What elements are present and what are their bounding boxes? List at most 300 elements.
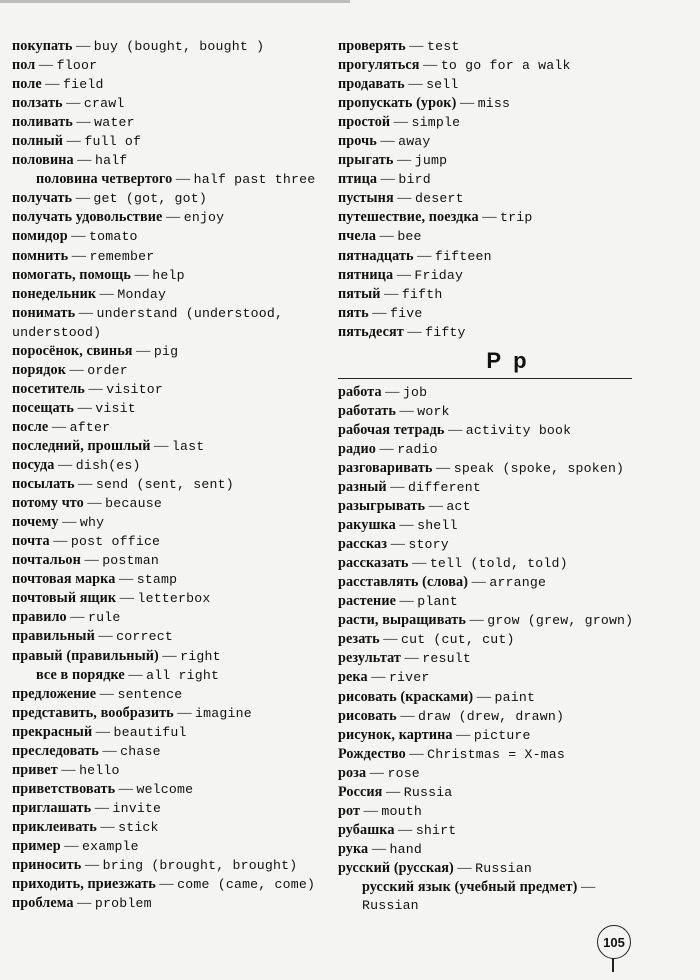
- separator-dash: —: [371, 669, 386, 686]
- headword: птица: [338, 171, 378, 188]
- translation: paint: [494, 689, 536, 705]
- headword: привет: [12, 761, 58, 778]
- translation: buy (bought, bought ): [93, 39, 265, 54]
- translation: welcome: [136, 781, 194, 797]
- translation: activity book: [465, 422, 572, 438]
- dictionary-entry: [12, 704, 330, 723]
- separator-dash: —: [371, 840, 386, 857]
- separator-dash: —: [409, 38, 424, 54]
- headword: правильный: [12, 628, 95, 645]
- translation: bring (brought, brought): [102, 858, 298, 874]
- translation: tomato: [88, 229, 138, 245]
- dictionary-entry: [338, 189, 638, 208]
- translation: stamp: [136, 572, 178, 588]
- translation: rose: [387, 765, 420, 781]
- separator-dash: —: [390, 478, 405, 495]
- separator-dash: —: [99, 685, 114, 702]
- translation: act: [446, 499, 471, 515]
- headword: пятнадцать: [338, 247, 414, 264]
- headword: почтальон: [12, 552, 81, 569]
- translation: correct: [116, 629, 173, 645]
- translation: after: [69, 419, 111, 435]
- dictionary-entry: [12, 208, 330, 227]
- headword: пятый: [338, 285, 381, 302]
- headword: прыгать: [338, 152, 394, 169]
- translation: grow (grew, grown): [487, 613, 634, 629]
- dictionary-entry: [12, 266, 330, 285]
- page-number-tail: [612, 958, 614, 972]
- separator-dash: —: [397, 152, 412, 169]
- translation: visitor: [106, 381, 163, 397]
- headword: после: [12, 418, 49, 435]
- separator-dash: —: [94, 799, 109, 816]
- dictionary-entry: [12, 837, 330, 856]
- dictionary-entry: [338, 592, 638, 611]
- separator-dash: —: [399, 593, 414, 610]
- dictionary-entry: [338, 75, 638, 94]
- headword: продавать: [338, 76, 405, 93]
- separator-dash: —: [78, 476, 93, 493]
- separator-dash: —: [390, 536, 405, 553]
- translation: visit: [95, 400, 136, 416]
- headword: Рождество: [338, 745, 406, 762]
- separator-dash: —: [102, 742, 117, 759]
- translation: come (came, come): [177, 877, 316, 893]
- translation: Christmas = X-mas: [427, 746, 566, 762]
- separator-dash: —: [396, 266, 411, 283]
- translation: story: [408, 537, 449, 553]
- separator-dash: —: [412, 555, 427, 572]
- dictionary-entry: [12, 818, 330, 837]
- headword: пятница: [338, 266, 394, 283]
- headword: правый (правильный): [12, 647, 159, 664]
- headword: почтовый ящик: [12, 590, 117, 607]
- translation: five: [390, 305, 423, 321]
- separator-dash: —: [159, 876, 174, 893]
- dictionary-entry: [12, 361, 330, 380]
- dictionary-entry: [338, 285, 638, 304]
- translation: draw (drew, drawn): [418, 708, 565, 724]
- headword: приклеивать: [12, 818, 97, 835]
- translation: understand (understood, understood): [12, 305, 284, 340]
- translation: arrange: [489, 575, 547, 591]
- right-entries-top: [338, 37, 638, 342]
- separator-dash: —: [428, 498, 443, 515]
- dictionary-entry: [12, 780, 330, 799]
- separator-dash: —: [84, 552, 99, 569]
- separator-dash: —: [417, 247, 432, 264]
- dictionary-entry: [338, 94, 638, 113]
- separator-dash: —: [62, 514, 77, 531]
- page-number-badge: [597, 925, 631, 959]
- headword: половина четвертого: [36, 171, 173, 188]
- separator-dash: —: [162, 647, 177, 664]
- headword: пол: [12, 57, 36, 74]
- dictionary-entry: [338, 573, 638, 592]
- headword: проверять: [338, 38, 406, 54]
- headword: рисовать: [338, 707, 397, 724]
- translation: pig: [153, 343, 179, 359]
- headword: поливать: [12, 114, 73, 131]
- headword: понимать: [12, 304, 76, 321]
- separator-dash: —: [398, 821, 413, 838]
- headword: поросёнок, свинья: [12, 342, 133, 359]
- translation: test: [426, 39, 460, 54]
- headword: простой: [338, 114, 391, 131]
- separator-dash: —: [77, 895, 92, 912]
- dictionary-entry: [12, 189, 330, 208]
- dictionary-entry: [338, 151, 638, 170]
- left-column: [12, 37, 330, 913]
- dictionary-entry: [12, 437, 330, 456]
- translation: full of: [84, 134, 142, 150]
- headword: пять: [338, 304, 369, 321]
- translation: enjoy: [183, 210, 225, 226]
- separator-dash: —: [408, 76, 423, 93]
- dictionary-entry: [338, 668, 638, 687]
- section-divider: [338, 378, 632, 379]
- translation: imagine: [195, 705, 252, 721]
- separator-dash: —: [363, 802, 378, 819]
- translation: postman: [102, 553, 159, 569]
- headword: почему: [12, 514, 59, 531]
- dictionary-entry: [12, 494, 330, 513]
- separator-dash: —: [154, 437, 169, 454]
- dictionary-entry: [12, 627, 330, 646]
- separator-dash: —: [469, 612, 484, 629]
- headword: преследовать: [12, 742, 99, 759]
- headword: почта: [12, 533, 50, 550]
- separator-dash: —: [77, 399, 92, 416]
- dictionary-entry: [338, 421, 638, 440]
- translation: send (sent, sent): [95, 477, 234, 493]
- translation: invite: [112, 800, 162, 816]
- headword: роза: [338, 764, 367, 781]
- separator-dash: —: [456, 726, 471, 743]
- headword: почтовая марка: [12, 571, 116, 588]
- separator-dash: —: [165, 209, 181, 226]
- translation: last: [171, 438, 205, 454]
- dictionary-entry: [338, 37, 638, 56]
- headword: пчела: [338, 228, 377, 245]
- translation: cut (cut, cut): [400, 632, 515, 648]
- translation: stick: [118, 819, 159, 835]
- dictionary-entry: [12, 399, 330, 418]
- translation: remember: [89, 248, 155, 264]
- dictionary-entry: [12, 799, 330, 818]
- translation: speak (spoke, spoken): [453, 460, 625, 476]
- dictionary-entry: [338, 266, 638, 285]
- translation: Russian: [362, 898, 419, 914]
- dictionary-subentry: [12, 170, 330, 189]
- separator-dash: —: [580, 878, 596, 895]
- translation: work: [417, 403, 450, 419]
- dictionary-entry: [12, 532, 330, 551]
- dictionary-entry: [338, 170, 638, 189]
- headword: прекрасный: [12, 723, 93, 740]
- dictionary-entry: [12, 742, 330, 761]
- dictionary-entry: [12, 608, 330, 627]
- headword: разный: [338, 478, 387, 495]
- dictionary-entry: [338, 323, 638, 342]
- dictionary-entry: [12, 647, 330, 666]
- dictionary-entry: [12, 151, 330, 170]
- separator-dash: —: [423, 57, 438, 74]
- dictionary-entry: [338, 402, 638, 421]
- separator-dash: —: [69, 361, 84, 378]
- translation: result: [422, 651, 471, 667]
- dictionary-entry: [338, 247, 638, 266]
- dictionary-subentry: [338, 878, 638, 915]
- separator-dash: —: [177, 704, 192, 721]
- headword: представить, вообразить: [12, 704, 174, 721]
- separator-dash: —: [118, 571, 134, 588]
- headword: правило: [12, 609, 67, 626]
- dictionary-entry: [12, 570, 330, 589]
- translation: Monday: [117, 286, 167, 302]
- headword: понедельник: [12, 285, 97, 302]
- translation: right: [180, 648, 221, 664]
- headword: пример: [12, 837, 61, 854]
- translation: job: [402, 384, 428, 400]
- translation: Russia: [403, 784, 453, 800]
- dictionary-entry: [12, 37, 330, 56]
- translation: all right: [146, 667, 220, 683]
- translation: dish(es): [75, 458, 141, 474]
- separator-dash: —: [448, 421, 463, 438]
- separator-dash: —: [399, 402, 414, 419]
- headword: рука: [338, 840, 369, 857]
- headword: рассказ: [338, 536, 388, 553]
- separator-dash: —: [369, 764, 384, 781]
- headword: ракушка: [338, 517, 396, 534]
- headword: пятьдесят: [338, 323, 404, 340]
- dictionary-entry: [12, 894, 330, 913]
- translation: river: [388, 670, 430, 686]
- headword: предложение: [12, 685, 97, 702]
- dictionary-entry: [338, 535, 638, 554]
- dictionary-entry: [338, 611, 638, 630]
- dictionary-entry: [12, 475, 330, 494]
- dictionary-entry: [12, 304, 330, 342]
- translation: sentence: [117, 686, 183, 702]
- headword: получать: [12, 190, 73, 207]
- separator-dash: —: [386, 783, 401, 800]
- dictionary-entry: [338, 707, 638, 726]
- headword: полный: [12, 133, 64, 150]
- top-edge-line: [0, 0, 350, 3]
- headword: порядок: [12, 361, 66, 378]
- translation: example: [81, 838, 139, 854]
- separator-dash: —: [58, 457, 73, 474]
- separator-dash: —: [379, 228, 394, 245]
- separator-dash: —: [436, 459, 451, 476]
- dictionary-entry: [338, 516, 638, 535]
- translation: tell (told, told): [429, 556, 568, 572]
- separator-dash: —: [100, 818, 115, 835]
- separator-dash: —: [397, 190, 412, 207]
- headword: приглашать: [12, 799, 92, 816]
- dictionary-entry: [338, 227, 638, 246]
- dictionary-entry: [338, 630, 638, 649]
- separator-dash: —: [399, 517, 414, 534]
- headword: путешествие, поездка: [338, 209, 479, 226]
- translation: miss: [477, 96, 511, 112]
- dictionary-entry: [338, 859, 638, 878]
- separator-dash: —: [379, 440, 394, 457]
- separator-dash: —: [459, 95, 475, 112]
- dictionary-entry: [12, 227, 330, 246]
- dictionary-entry: [338, 726, 638, 745]
- dictionary-entry: [12, 113, 330, 132]
- headword: результат: [338, 650, 401, 667]
- translation: different: [408, 479, 482, 495]
- headword: посуда: [12, 457, 55, 474]
- translation: away: [398, 134, 431, 150]
- separator-dash: —: [482, 209, 497, 226]
- headword: прогуляться: [338, 57, 420, 74]
- translation: mouth: [381, 803, 422, 819]
- separator-dash: —: [380, 133, 395, 150]
- separator-dash: —: [119, 590, 134, 607]
- dictionary-entry: [12, 856, 330, 875]
- translation: beautiful: [113, 724, 187, 740]
- dictionary-entry: [338, 802, 638, 821]
- translation: bird: [398, 172, 431, 188]
- dictionary-entry: [338, 113, 638, 132]
- headword: рисовать (красками): [338, 688, 474, 705]
- translation: plant: [417, 594, 458, 610]
- translation: crawl: [83, 96, 125, 112]
- separator-dash: —: [71, 228, 86, 245]
- separator-dash: —: [66, 133, 81, 150]
- translation: shell: [417, 518, 458, 534]
- headword: проблема: [12, 895, 74, 912]
- separator-dash: —: [393, 114, 408, 131]
- headword: приветствовать: [12, 780, 116, 797]
- translation: letterbox: [137, 591, 211, 607]
- translation: simple: [411, 115, 461, 131]
- dictionary-entry: [338, 208, 638, 227]
- dictionary-entry: [12, 513, 330, 532]
- dictionary-entry: [12, 456, 330, 475]
- separator-dash: —: [404, 650, 419, 667]
- separator-dash: —: [45, 76, 60, 93]
- separator-dash: —: [372, 304, 387, 321]
- headword: последний, прошлый: [12, 437, 151, 454]
- translation: radio: [397, 441, 438, 457]
- headword: получать удовольствие: [12, 209, 163, 226]
- headword: работать: [338, 402, 396, 419]
- translation: shirt: [415, 822, 457, 838]
- translation: picture: [473, 727, 531, 743]
- separator-dash: —: [76, 114, 91, 131]
- dictionary-subentry: [12, 666, 330, 685]
- dictionary-entry: [338, 383, 638, 402]
- separator-dash: —: [384, 285, 399, 302]
- translation: jump: [414, 153, 448, 169]
- separator-dash: —: [61, 761, 76, 778]
- headword: половина: [12, 152, 74, 169]
- separator-dash: —: [385, 383, 400, 400]
- translation: get (got, got): [93, 191, 208, 207]
- translation: hello: [79, 762, 120, 778]
- separator-dash: —: [407, 323, 422, 340]
- separator-dash: —: [84, 857, 100, 874]
- headword: посетитель: [12, 380, 85, 397]
- translation: half past three: [193, 172, 316, 188]
- dictionary-entry: [338, 783, 638, 802]
- dictionary-entry: [338, 554, 638, 573]
- dictionary-entry: [12, 94, 330, 113]
- separator-dash: —: [51, 418, 67, 435]
- translation: why: [79, 515, 105, 531]
- separator-dash: —: [136, 342, 151, 359]
- dictionary-entry: [338, 56, 638, 75]
- dictionary-entry: [12, 56, 330, 75]
- separator-dash: —: [38, 57, 54, 74]
- headword: работа: [338, 383, 382, 400]
- right-entries-bottom: [338, 383, 638, 915]
- headword: рассказать: [338, 555, 409, 572]
- translation: water: [94, 115, 135, 131]
- headword: ползать: [12, 95, 63, 112]
- translation: field: [63, 77, 104, 93]
- translation: fifth: [401, 286, 443, 302]
- headword: русский язык (учебный предмет): [362, 878, 578, 895]
- headword: рабочая тетрадь: [338, 421, 445, 438]
- dictionary-entry: [338, 821, 638, 840]
- headword: разговаривать: [338, 459, 433, 476]
- dictionary-entry: [12, 380, 330, 399]
- headword: посещать: [12, 399, 75, 416]
- separator-dash: —: [380, 171, 395, 188]
- headword: пустыня: [338, 190, 394, 207]
- separator-dash: —: [88, 380, 103, 397]
- translation: help: [152, 267, 185, 283]
- separator-dash: —: [53, 533, 68, 550]
- dictionary-entry: [338, 840, 638, 859]
- headword: помогать, помощь: [12, 266, 131, 283]
- translation: order: [87, 362, 128, 378]
- separator-dash: —: [175, 171, 191, 188]
- separator-dash: —: [99, 285, 114, 302]
- separator-dash: —: [70, 609, 85, 626]
- headword: Россия: [338, 783, 383, 800]
- section-letter-heading: Р р: [486, 347, 530, 373]
- separator-dash: —: [98, 628, 113, 645]
- dictionary-entry: [338, 497, 638, 516]
- dictionary-entry: [338, 459, 638, 478]
- dictionary-entry: [12, 285, 330, 304]
- separator-dash: —: [400, 707, 415, 724]
- dictionary-entry: [12, 132, 330, 151]
- headword: поле: [12, 76, 42, 93]
- headword: приходить, приезжать: [12, 876, 156, 893]
- separator-dash: —: [87, 495, 102, 512]
- separator-dash: —: [476, 688, 491, 705]
- translation: rule: [88, 610, 121, 626]
- dictionary-entry: [12, 685, 330, 704]
- translation: trip: [500, 210, 533, 226]
- dictionary-entry: [338, 745, 638, 764]
- translation: fifteen: [434, 248, 492, 264]
- headword: посылать: [12, 476, 75, 493]
- separator-dash: —: [76, 38, 91, 54]
- translation: Russian: [475, 860, 532, 876]
- headword: помнить: [12, 247, 69, 264]
- headword: русский (русская): [338, 859, 454, 876]
